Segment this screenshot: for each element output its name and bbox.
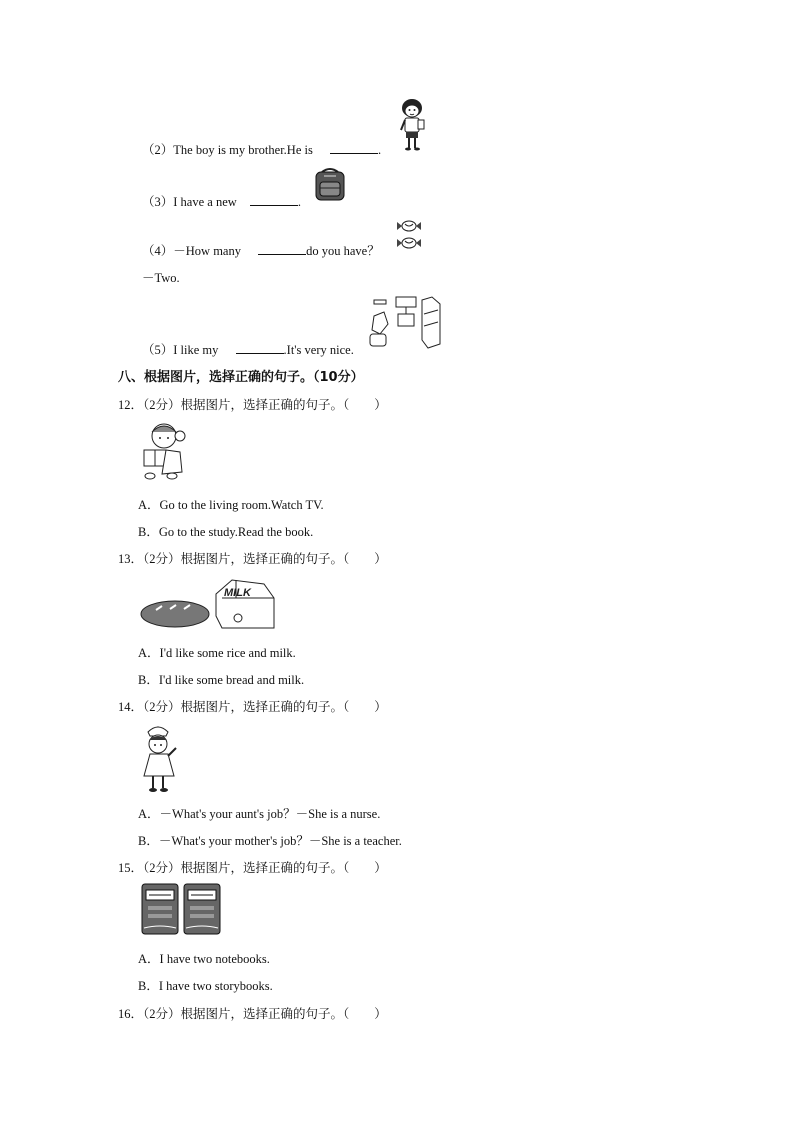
schoolbag-picture <box>312 166 348 204</box>
question-score: （2分） <box>143 861 181 875</box>
fill-item-2 <box>142 140 381 158</box>
option-text: －What's your aunt's job？－She is a nurse. <box>159 807 381 821</box>
option-text: I have two notebooks. <box>159 952 270 966</box>
question-score: （2分） <box>143 700 181 714</box>
item-end: . <box>377 143 382 157</box>
option-label: B． <box>138 834 159 848</box>
item-end: . <box>297 195 302 209</box>
option-text: Go to the study.Read the book. <box>158 525 314 539</box>
answer-blank[interactable] <box>330 141 378 154</box>
item-end: do you have？ <box>306 244 380 258</box>
option-text: －What's your mother's job？－She is a teacher. <box>158 834 402 848</box>
item-text: I have a new <box>173 195 237 209</box>
question-12-option-b[interactable] <box>138 522 313 540</box>
question-15-option-a[interactable] <box>138 949 270 967</box>
two-notebooks-picture <box>140 882 226 938</box>
question-number: 15． <box>118 861 144 875</box>
question-prompt: 根据图片，选择正确的句子。（ ） <box>180 552 387 566</box>
option-text: Go to the living room.Watch TV. <box>159 498 324 512</box>
option-label: A． <box>138 646 160 660</box>
answer-blank[interactable] <box>250 193 298 206</box>
question-12-option-a[interactable] <box>138 495 324 513</box>
option-text: I'd like some rice and milk. <box>159 646 296 660</box>
option-label: B． <box>138 525 159 539</box>
question-prompt: 根据图片，选择正确的句子。（ ） <box>180 861 387 875</box>
question-13-option-a[interactable] <box>138 643 296 661</box>
item-text: The boy is my brother.He is <box>173 143 313 157</box>
option-label: A． <box>138 952 160 966</box>
question-12-header <box>118 395 387 413</box>
item-text: －How many <box>173 244 241 258</box>
nurse-picture <box>140 722 182 794</box>
room-furniture-picture <box>366 294 442 352</box>
item-text: I like my <box>173 343 219 357</box>
boy-picture <box>396 96 430 152</box>
bread-and-milk-picture <box>140 576 280 632</box>
answer-blank[interactable] <box>236 341 284 354</box>
question-14-option-b[interactable] <box>138 831 402 849</box>
question-15-option-b[interactable] <box>138 976 273 994</box>
question-15-header <box>118 858 387 876</box>
question-prompt: 根据图片，选择正确的句子。（ ） <box>180 700 387 714</box>
girl-reading-picture <box>140 420 190 482</box>
fill-item-5 <box>142 340 354 358</box>
question-14-header <box>118 697 387 715</box>
fill-item-3 <box>142 192 301 210</box>
option-label: A． <box>138 807 160 821</box>
candy-picture <box>396 218 422 252</box>
milk-label: MILK <box>224 587 251 599</box>
option-label: B． <box>138 979 159 993</box>
fill-item-4-answer: －Two. <box>142 271 180 285</box>
question-prompt: 根据图片，选择正确的句子。（ ） <box>180 1007 387 1021</box>
question-score: （2分） <box>143 1007 181 1021</box>
question-score: （2分） <box>143 398 181 412</box>
question-prompt: 根据图片，选择正确的句子。（ ） <box>180 398 387 412</box>
fill-item-4 <box>142 241 380 259</box>
option-text: I have two storybooks. <box>158 979 273 993</box>
section-title: 八、根据图片，选择正确的句子。（10分） <box>118 370 364 385</box>
item-number: （5） <box>142 343 174 357</box>
question-number: 16． <box>118 1007 144 1021</box>
question-13-header <box>118 549 387 567</box>
option-label: A． <box>138 498 160 512</box>
item-number: （2） <box>142 143 174 157</box>
question-13-option-b[interactable] <box>138 670 304 688</box>
item-number: （3） <box>142 195 174 209</box>
item-number: （4） <box>142 244 174 258</box>
question-number: 13． <box>118 552 144 566</box>
question-number: 14． <box>118 700 144 714</box>
question-14-option-a[interactable] <box>138 804 380 822</box>
question-score: （2分） <box>143 552 181 566</box>
option-text: I'd like some bread and milk. <box>158 673 305 687</box>
question-16-header <box>118 1004 387 1022</box>
item-end: .It's very nice. <box>283 343 354 357</box>
answer-blank[interactable] <box>258 242 306 255</box>
option-label: B． <box>138 673 159 687</box>
question-number: 12． <box>118 398 144 412</box>
